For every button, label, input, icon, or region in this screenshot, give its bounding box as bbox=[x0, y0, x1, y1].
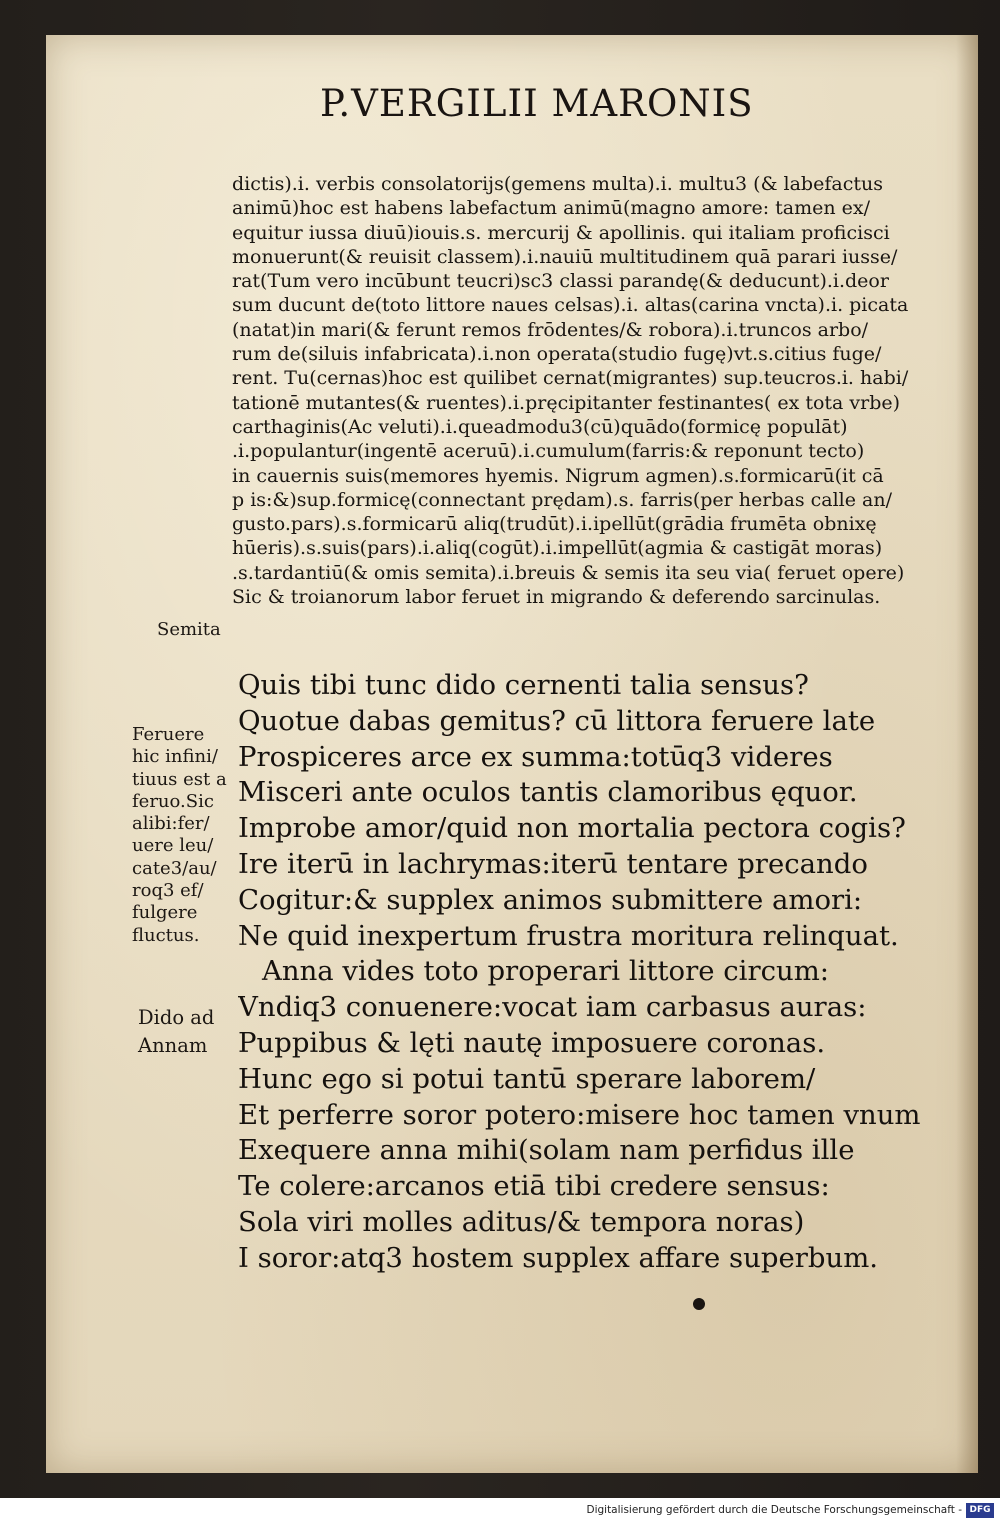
commentary-line: gusto.pars).s.formicarū aliq(trudūt).i.ipellūt(grādia frumēta obnixę bbox=[232, 513, 877, 536]
verse-line: Quis tibi tunc dido cernenti talia sensus? bbox=[238, 669, 809, 701]
marginal-line: feruo.Sic bbox=[132, 790, 214, 812]
commentary-line: carthaginis(Ac veluti).i.queadmodu3(cū)quādo(formicę populāt) bbox=[232, 415, 848, 438]
verse-line: Et perferre soror potero:misere hoc tamen vnum bbox=[238, 1098, 921, 1131]
verse-line: I soror:atq3 hostem supplex affare superbum. bbox=[238, 1241, 879, 1274]
commentary-line: .s.tardantiū(& omis semita).i.breuis & semis ita seu via( feruet opere) bbox=[232, 561, 905, 584]
marginal-line: fulgere bbox=[132, 902, 198, 924]
marginal-line: fluctus. bbox=[132, 924, 200, 946]
marginal-line: Annam bbox=[138, 1034, 208, 1057]
verse-line: Anna vides toto properari littore circum: bbox=[262, 955, 830, 988]
verse-line: Hunc ego si potui tantū sperare laborem/ bbox=[238, 1062, 816, 1095]
marginal-line: roq3 ef/ bbox=[132, 880, 204, 902]
marginal-line: uere leu/ bbox=[132, 835, 214, 857]
commentary-line: (natat)in mari(& ferunt remos frōdentes/& robora).i.truncos arbo/ bbox=[232, 318, 869, 341]
ornament-dot bbox=[693, 1298, 705, 1310]
funding-credit: Digitalisierung gefördert durch die Deutsche Forschungsgemeinschaft - bbox=[586, 1504, 962, 1516]
commentary-line: hūeris).s.suis(pars).i.aliq(cogūt).i.impellūt(agmia & castigāt moras) bbox=[232, 537, 883, 560]
dfg-logo: DFG bbox=[966, 1503, 994, 1518]
verse-line: Ne quid inexpertum frustra moritura relinquat. bbox=[238, 919, 899, 952]
commentary-line: equitur iussa diuū)iouis.s. mercurij & apollinis. qui italiam proficisci bbox=[232, 221, 890, 244]
commentary-line: tationē mutantes(& ruentes).i.pręcipitanter festinantes( ex tota vrbe) bbox=[232, 391, 901, 414]
marginal-note-dido bbox=[138, 1004, 214, 1060]
marginal-note-feruere bbox=[132, 724, 236, 947]
commentary-block bbox=[232, 172, 952, 609]
verse-line: Sola viri molles aditus/& tempora noras) bbox=[238, 1205, 805, 1238]
commentary-line: p is:&)sup.formicę(connectant prędam).s. farris(per herbas calle an/ bbox=[232, 488, 892, 511]
commentary-line: rum de(siluis infabricata).i.non operata(studio fugę)vt.s.citius fuge/ bbox=[232, 343, 882, 366]
commentary-line: animū)hoc est habens labefactum animū(magno amore: tamen ex/ bbox=[232, 197, 871, 220]
marginal-line: Dido ad bbox=[138, 1006, 215, 1029]
footer-bar bbox=[0, 1498, 1000, 1524]
commentary-line: Sic & troianorum labor feruet in migrando & deferendo sarcinulas. bbox=[232, 586, 881, 609]
verse-line: Misceri ante oculos tantis clamoribus ęquor. bbox=[238, 776, 858, 809]
verse-line: Prospiceres arce ex summa:totūq3 videres bbox=[238, 740, 833, 773]
commentary-line: .i.populantur(ingentē aceruū).i.cumulum(farris:& reponunt tecto) bbox=[232, 440, 865, 463]
marginal-line: cate3/au/ bbox=[132, 857, 217, 879]
commentary-line: sum ducunt de(toto littore naues celsas).i. altas(carina vncta).i. picata bbox=[232, 294, 909, 317]
commentary-line: rat(Tum vero incūbunt teucri)sc3 classi parandę(& deducunt).i.deor bbox=[232, 270, 889, 293]
verse-line: Improbe amor/quid non mortalia pectora cogis? bbox=[238, 812, 906, 845]
running-title: P.VERGILII MARONIS bbox=[320, 82, 754, 125]
verse-line: Ire iterū in lachrymas:iterū tentare precando bbox=[238, 847, 868, 880]
page-edge-shadow bbox=[956, 35, 978, 1473]
marginal-note-semita: Semita bbox=[157, 619, 221, 640]
commentary-line: rent. Tu(cernas)hoc est quilibet cernat(migrantes) sup.teucros.i. habi/ bbox=[232, 367, 909, 390]
marginal-line: alibi:fer/ bbox=[132, 813, 210, 835]
commentary-line: in cauernis suis(memores hyemis. Nigrum agmen).s.formicarū(it cā bbox=[232, 464, 884, 487]
marginal-line: tiuus est a bbox=[132, 768, 227, 790]
verse-line: Te colere:arcanos etiā tibi credere sensus: bbox=[238, 1170, 830, 1203]
verse-line: Puppibus & lęti nautę imposuere coronas. bbox=[238, 1026, 826, 1059]
marginal-line: Feruere bbox=[132, 724, 205, 745]
marginal-line: hic infini/ bbox=[132, 746, 218, 768]
commentary-line: dictis).i. verbis consolatorijs(gemens multa).i. multu3 (& labefactus bbox=[232, 173, 883, 195]
verse-block bbox=[238, 668, 958, 1277]
verse-line: Exequere anna mihi(solam nam perfidus ille bbox=[238, 1134, 855, 1167]
verse-line: Quotue dabas gemitus? cū littora feruere late bbox=[238, 704, 876, 737]
verse-line: Vndiq3 conuenere:vocat iam carbasus auras: bbox=[238, 991, 867, 1024]
verse-line: Cogitur:& supplex animos submittere amori: bbox=[238, 883, 863, 916]
commentary-line: monuerunt(& reuisit classem).i.nauiū multitudinem quā parari iusse/ bbox=[232, 245, 898, 268]
